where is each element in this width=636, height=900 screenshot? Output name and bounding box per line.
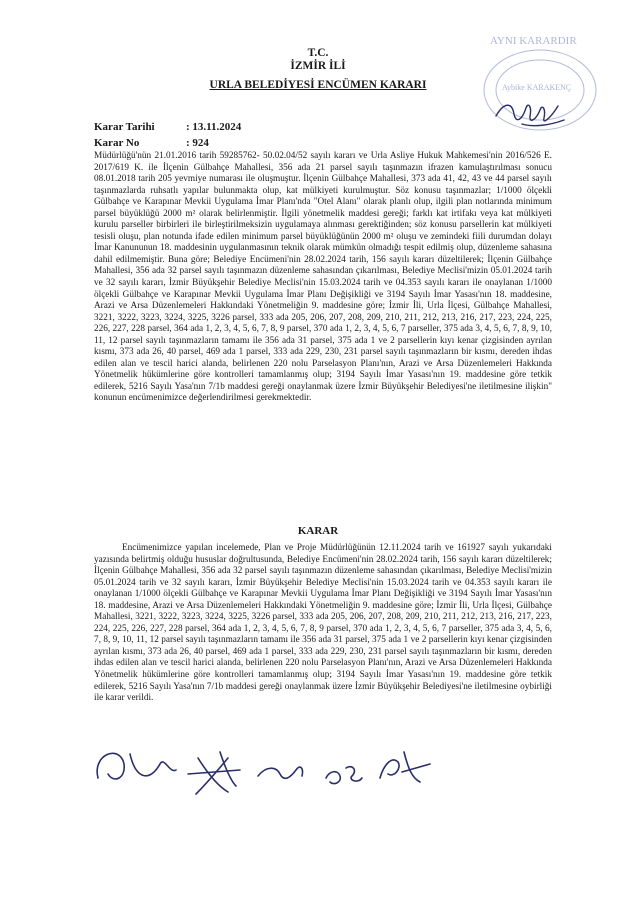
decision-number-label: Karar No [94,137,140,149]
document-title: URLA BELEDİYESİ ENCÜMEN KARARI [209,79,427,91]
signature-5 [380,752,430,782]
header-tc: T.C. [307,47,329,59]
committee-signatures [90,734,490,804]
stamp-top-text: AYNI KARARDIR [490,35,577,47]
signature-4 [326,767,362,784]
karar-heading: KARAR [297,525,339,537]
signature-top-right [492,94,572,130]
stamp-name-text: Aybike KARAKENÇ [502,83,572,92]
signature-2 [188,752,240,794]
decision-date-label: Karar Tarihi [94,121,155,133]
decision-number-value: : 924 [186,137,209,149]
signature-1 [97,753,176,779]
decision-date-value: : 13.11.2024 [186,121,242,133]
header-province: İZMİR İLİ [290,60,346,72]
body-paragraph-1: Müdürlüğü'nün 21.01.2016 tarih 59285762- 50.02.04/52 sayılı kararı ve Urla Asliye Hukuk Mahkemesi'nin 2016/526 E. 2017/619 K. ile İlçenin Gülbahçe Mahallesi, 356 ada 21 parsel sayılı taşınmazın ifrazen kamulaştırılması sonucu 08.01.2018 tarih 205 yevmiye numarası ile oluşmuştur. İlçenin Gülbahçe Mahallesi, 373 ada 41, 42, 43 ve 44 parsel sayılı taşınmazlarda ruhsatlı yapılar bulunmakta olup, kat mülkiyeti kurulmuştur. Söz konusu taşınmazlar; 1/1000 ölçekli Gülbahçe ve Karapınar Mevkii Uygulama İmar Planı'nda "Otel Alanı" olarak planlı olup, ilgili plan notlarında minimum parsel büyüklüğü 2000 m² olarak belirlenmiştir. İlgili yönetmelik maddesi gereği; farklı kat irtifakı veya kat mülkiyeti kurulu parseller birbirleri ile birleştirilmeksizin uygulamaya alınması gerektiğinden; söz konusu parsellerin kat mülkiyeti tesisli oluşu, plan notunda ifade edilen minimum parsel büyüklüğünün 2000 m² oluşu ve zemindeki fiili durumdan dolayı İmar Kanununun 18. maddesinin uygulanmasının teknik olarak mümkün olmadığı tespit edilmiş olup, düzenleme sahasına dahil edilmemiştir. Buna göre; Belediye Encümeni'nin 28.02.2024 tarih, 156 sayılı kararı düzeltilerek; İlçenin Gülbahçe Mahallesi, 356 ada 32 parsel sayılı taşınmazın düzenleme sahasından çıkarılması, Belediye Meclisi'mizin 05.01.2024 tarih ve 32 sayılı kararı, İzmir Büyükşehir Belediye Meclisi'nin 15.03.2024 tarih ve 04.353 sayılı kararı ile onaylanan 1/1000 ölçekli Gülbahçe ve Karapınar Mevkii Uygulama İmar Planı Değişikliği ve 3194 Sayılı İmar Yasası'nın 18. maddesine, Arazi ve Arsa Düzenlemeleri Hakkındaki Yönetmeliğin 9. maddesine göre; İzmir İli, Urla İlçesi, Gülbahçe Mahallesi, 3221, 3222, 3223, 3224, 3225, 3226 parsel, 333 ada 205, 206, 207, 208, 209, 210, 211, 212, 213, 216, 217, 223, 224, 225, 226, 227, 228 parsel, 364 ada 1, 2, 3, 4, 5, 6, 7, 8, 9 parsel, 370 ada 1, 2, 3, 4, 5, 6, 7 parseller, 375 ada 3, 4, 5, 6, 7, 8, 9, 10, 11, 12 parsel sayılı taşınmazların tamamı ile 356 ada 31 parsel, 375 ada 1 ve 2 parsellerin kıyı kenar çizgisinden ayrılan kısmı, 373 ada 26, 40 parsel, 469 ada 1 parsel, 333 ada 229, 230, 231 parsel sayılı taşınmazların bir kısmı, dereden ihdas edilen alan ve tescil harici alanda, belirlenen 220 nolu Parselasyon Planı'nın, Arazi ve Arsa Düzenlemeleri Hakkında Yönetmelik hükümlerine göre kontrolleri tamamlanmış olup; 3194 Sayılı İmar Yasası'nın 19. maddesine göre tetkik edilerek, 5216 Sayılı Yasa'nın 7/1b maddesi gereği onaylanmak üzere İzmir Büyükşehir Belediyesi'ne iletilmesine ilişkin" konunun encümenimizce değerlendirilmesi gerekmektedir. [94,151,552,404]
decision-number [94,137,209,149]
signature-3 [258,767,303,778]
body-paragraph-2: Encümenimizce yapılan incelemede, Plan ve Proje Müdürlüğünün 12.11.2024 tarih ve 161927 sayılı yukarıdaki yazısında belirtmiş olduğu hususlar doğrultusunda, Belediye Encümeni'nin 28.02.2024 tarih, 156 sayılı kararı düzeltilerek; İlçenin Gülbahçe Mahallesi, 356 ada 32 parsel sayılı taşınmazın düzenleme sahasından çıkarılması, Belediye Meclisi'mizin 05.01.2024 tarih ve 32 sayılı kararı, İzmir Büyükşehir Belediye Meclisi'nin 15.03.2024 tarih ve 04.353 sayılı kararı ile onaylanan 1/1000 ölçekli Gülbahçe ve Karapınar Mevkii Uygulama İmar Planı Değişikliği ve 3194 Sayılı İmar Yasası'nın 18. maddesine, Arazi ve Arsa Düzenlemeleri Hakkındaki Yönetmeliğin 9. maddesine göre; İzmir İli, Urla İlçesi, Gülbahçe Mahallesi, 3221, 3222, 3223, 3224, 3225, 3226 parsel, 333 ada 205, 206, 207, 208, 209, 210, 211, 212, 213, 216, 217, 223, 224, 225, 226, 227, 228 parsel, 364 ada 1, 2, 3, 4, 5, 6, 7, 8, 9 parsel, 370 ada 1, 2, 3, 4, 5, 6, 7 parseller, 375 ada 3, 4, 5, 6, 7, 8, 9, 10, 11, 12 parsel sayılı taşınmazların tamamı ile 356 ada 31 parsel, 375 ada 1 ve 2 parsellerin kıyı kenar çizgisinden ayrılan kısmı, 373 ada 26, 40 parsel, 469 ada 1 parsel, 333 ada 229, 230, 231 parsel sayılı taşınmazların bir kısmı, dereden ihdas edilen alan ve tescil harici alanda, belirlenen 220 nolu Parselasyon Planı'nın, Arazi ve Arsa Düzenlemeleri Hakkında Yönetmelik hükümlerine göre kontrolleri tamamlanmış olup; 3194 Sayılı İmar Yasası'nın 19. maddesine göre tetkik edilerek, 5216 Sayılı Yasa'nın 7/1b maddesi gereği onaylanmak üzere İzmir Büyükşehir Belediyesi'ne iletilmesine oybirliği ile karar verildi. [94,543,552,704]
decision-date [94,121,241,133]
